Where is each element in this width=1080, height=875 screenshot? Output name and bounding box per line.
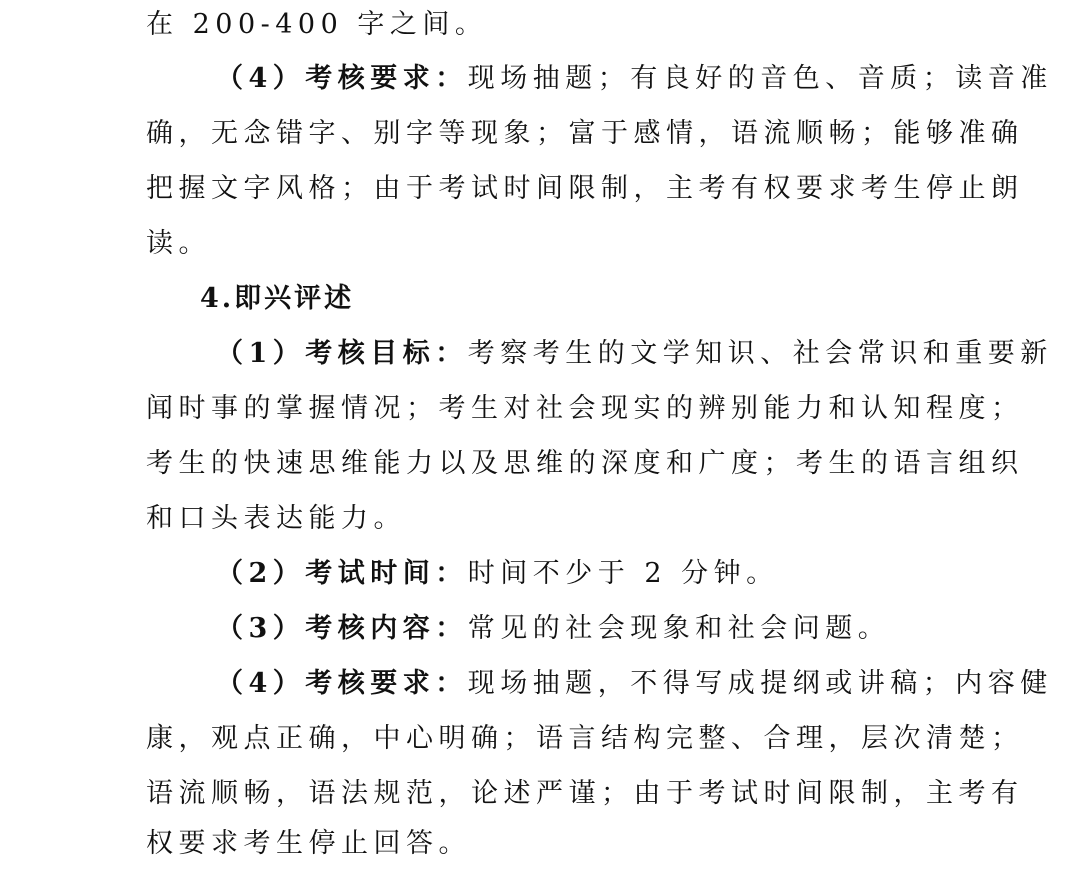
item-4-requirements-2 bbox=[216, 667, 1053, 701]
item-label: （2）考试时间： bbox=[216, 558, 468, 589]
item-label: （4）考核要求： bbox=[216, 63, 468, 94]
item-text: 现场抽题；有良好的音色、音质；读音准 bbox=[467, 63, 1053, 94]
item-3-content bbox=[216, 612, 890, 646]
item-4-requirements bbox=[216, 62, 1053, 96]
item-label: （4）考核要求： bbox=[216, 668, 468, 699]
text-line: 和口头表达能力。 bbox=[146, 503, 406, 534]
item-label: （1）考核目标： bbox=[216, 338, 468, 369]
section-heading bbox=[200, 282, 354, 316]
text-line-15 bbox=[146, 777, 1024, 811]
text-line: 考生的快速思维能力以及思维的深度和广度；考生的语言组织 bbox=[146, 448, 1024, 479]
text-line: 在 200-400 字之间。 bbox=[146, 9, 488, 40]
item-label: （3）考核内容： bbox=[216, 613, 468, 644]
text-line: 闻时事的掌握情况；考生对社会现实的辨别能力和认知程度； bbox=[146, 393, 1024, 424]
text-line: 读。 bbox=[146, 228, 211, 259]
text-line-4 bbox=[146, 172, 1024, 206]
text-line: 康，观点正确，中心明确；语言结构完整、合理，层次清楚； bbox=[146, 723, 1024, 754]
item-text: 考察考生的文学知识、社会常识和重要新 bbox=[467, 338, 1053, 369]
item-text: 时间不少于 2 分钟。 bbox=[467, 558, 779, 589]
text-line-10 bbox=[146, 502, 406, 536]
section-title: 4.即兴评述 bbox=[200, 283, 355, 314]
text-line-3 bbox=[146, 117, 1024, 151]
item-text: 常见的社会现象和社会问题。 bbox=[467, 613, 891, 644]
text-line: 权要求考生停止回答。 bbox=[146, 828, 471, 859]
text-line-1 bbox=[146, 8, 487, 42]
text-line: 语流顺畅，语法规范，论述严谨；由于考试时间限制，主考有 bbox=[146, 778, 1024, 809]
text-line: 把握文字风格；由于考试时间限制，主考有权要求考生停止朗 bbox=[146, 173, 1024, 204]
item-text: 现场抽题，不得写成提纲或讲稿；内容健 bbox=[467, 668, 1053, 699]
text-line-14 bbox=[146, 722, 1024, 756]
item-1-goal bbox=[216, 337, 1053, 371]
item-2-time bbox=[216, 557, 779, 591]
text-line: 确，无念错字、别字等现象；富于感情，语流顺畅；能够准确 bbox=[146, 118, 1024, 149]
text-line-8 bbox=[146, 392, 1024, 426]
text-line-5 bbox=[146, 227, 211, 261]
text-line-16 bbox=[146, 827, 471, 861]
text-line-9 bbox=[146, 447, 1024, 481]
